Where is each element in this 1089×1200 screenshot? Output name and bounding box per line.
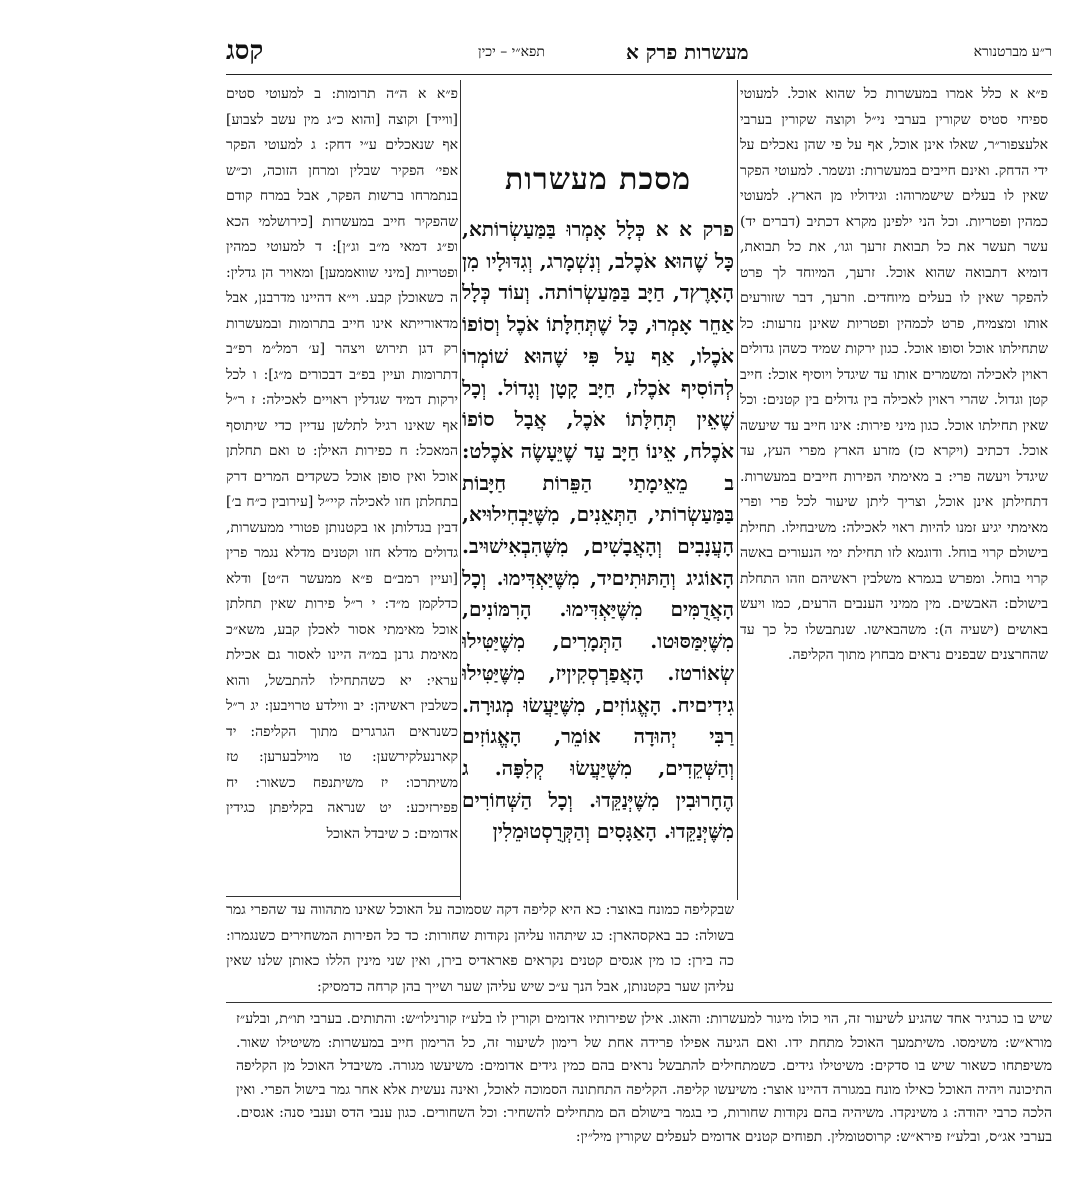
bartenura-commentary <box>740 82 1048 882</box>
mishnah-text: פרק א א כְּלָל אָמְרוּ בַּמַּעַשְׂרוֹתא, כָּל שֶׁהוּא אֹכֶלב, וְנִשְׁמָרג, וְגִדּוּלָיו מִן הָאָרֶץד, חַיָּב בַּמַּעַשְׂרוֹתה. וְעוֹד כְּלָל אַחֵר אָמְרוּ, כָּל שֶׁתְּחִלָּתוֹ אֹכֶל וְסוֹפוֹ אֹכֶלו, אַף עַל פִּי שֶׁהוּא שׁוֹמְרוֹ לְהוֹסִיף אֹכֶלז, חַיָּב קָטָן וְגָדוֹל. וְכָל שֶׁאֵין תְּחִלָּתוֹ אֹכֶל, אֲבָל סוֹפוֹ אֹכֶלח, אֵינוֹ חַיָּב עַד שֶׁיֵּעָשֶׂה אֹכֶלט: ב מֵאֵימָתַי הַפֵּרוֹת חַיָּבוֹת בַּמַּעַשְׂרוֹתי, הַתְּאֵנִים, מִשֶּׁיַּבְחִילוּיא, הָעֲנָבִים וְהָאֲבָשִׁים, מִשֶּׁהִבְאִישׁוּיב. הָאוֹגיג וְהַתּוּתִיםיד, מִשֶּׁיַּאְדִּימוּ. וְכָל הָאֲדֻמִּים מִשֶּׁיַּאְדִּימוּ. הָרִמּוֹנִים, מִשֶּׁיִּמַּסּוּטו. הַתְּמָרִים, מִשֶּׁיַּטִּילוּ שְׂאוֹרטז. הָאֲפַרְסְקִיןיז, מִשֶּׁיַּטִּילוּ גִידִיםיח. הָאֱגוֹזִים, מִשֶּׁיַּעֲשׂוּ מְגוּרָה. רַבִּי יְהוּדָה אוֹמֵר, הָאֱגוֹזִים וְהַשְּׁקֵדִים, מִשֶּׁיַּעֲשׂוּ קְלִפָּה. ג הֶחָרוּבִין מִשֶּׁיְּנַקֵּדוּ. וְכָל הַשְּׁחוֹרִים מִשֶּׁיְּנַקֵּדוּ. הָאַגָּסִים וְהַקְּרֻסְטוּמֵלִין <box>462 217 734 844</box>
header-rule <box>226 74 1052 75</box>
column-divider-left <box>460 80 461 900</box>
left-section-rule <box>226 896 460 897</box>
chapter-heading: מעשרות פרק א <box>626 40 749 64</box>
tractate-title: מסכת מעשרות <box>505 162 691 197</box>
left-commentary-name: תפא״י – יכין <box>478 44 545 60</box>
bottom-text: שיש בו כגרגיר אחד שהגיע לשיעור זה, הוי כולו מיגור למעשרות: והאוג. אילן שפירותיו אדומים וקורין לו בלע״ז קורנילו״ש: והתותים. בערבי תו״ת, ובלע״ז מורא״ש: משימסו. משיתמעך האוכל מתחת ידו. ואם הגיעה אפילו פרידה אחת של רימון לשיעור זה, כל הרימון חייב במעשרות: משיטילו שאור. משיפתחו כשאור שיש בו סדקים: משיטילו גידים. כשמתחילים להתבשל נראים בהם כמין גידים אדומים: משיעשו מגורה. משיבדל האוכל מן הקליפה התיכונה ויהיה האוכל כאילו מונח במגורה דהיינו אוצר: משיעשו קליפה. הקליפה התחתונה הסמוכה לאוכל, ואינה נעשית אלא אחר גמר בישול הפרי. ואין הלכה כרבי יהודה: ג משינקדו. משיהיה בהם נקודות שחורות, כי בגמר בישולם הם מתחילים להשחיר: וכל השחורים. כגון ענבי הדס וענבי סנה: אגסים. בערבי אג״ס, ובלע״ז פירא״ש: קרוסטומלין. תפוחים קטנים אדומים לעפלים שקורין מיל״ין: <box>236 1011 1052 1145</box>
bartenura-continuation <box>236 1008 1052 1148</box>
tiferet-continuation <box>226 898 734 998</box>
bottom-section-rule <box>226 1002 1052 1003</box>
mishnah-main-text <box>462 214 734 942</box>
tiferet-text: פ״א א ה״ה תרומות: ב למעוטי סטים [ווייד] וקוצה [והוא כ״ג מין עשב לצבוע] אף שנאכלים ע״י דחק: ג למעוטי הפקר אפי׳ הפקיר שבלין ומרחן הזוכה, וכ״ש בנתמרחו ברשות הפקר, אבל במרח קודם שהפקיר חייב במעשרות [כירושלמי הכא ופ״ג דמאי מ״ב וג״ן]: ד למעוטי כמהין ופטריות [מיני שוואממען] ומאויר הן גדלין: ה כשאוכלן קבע. וי״א דהיינו מדרבנן, אבל מדאורייתא אינו חייב בתרומות ובמעשרות רק דגן תירוש ויצהר [ע׳ רמל״מ רפ״ב דתרומות ועיין בפ״ב דבכורים מ״ג]: ו לכל ירקות דמיד שגדלין ראויים לאכילה: ז ר״ל אף שאינו רגיל לתלשן עדיין כדי שיתוסף המאכל: ח כפירות האילן: ט ואם תחלתן אוכל ואין סופן אוכל כשקדים המרים דרק בתחלתן חזו לאכילה קיי״ל [עירובין כ״ח ב׳] דבין בגדלותן או בקטנותן פטורי ממעשרות, גדולים מדלא חזו וקטנים מדלא נגמר פרין [ועיין רמב״ם פ״א ממעשר ה״ט] ודלא כדלקמן מ״ד: י ר״ל פירות שאין תחלתן אוכל מאימתי אסור לאכלן קבע, משא״כ מאימת גרנן במ״ה היינו לאסור גם אכילת עראי: יא כשהתחילו להתבשל, והוא כשלבין ראשיהן: יב ווילדע טרויבען: יג ר״ל כשנראים הגרגרים מתוך הקליפה: יד קארנעלקירשען: טו מוילבערען: טז משיתרכו: יז משיתנפח כשאור: יח פפירזיכע: יט שנראה בקליפתן כגידין אדומים: כ שיבדל האוכל <box>226 86 458 842</box>
folio-number: קסג <box>226 36 264 66</box>
bartenura-text: פ״א א כלל אמרו במעשרות כל שהוא אוכל. למעוטי ספיחי סטיס שקורין בערבי ני״ל וקוצה שקורין בערבי אלעצפור״ר, שאלו אינן אוכל, אף על פי שהן נאכלים על ידי הדחק. ואינם חייבים במעשרות: ונשמר. למעוטי הפקר שאין לו בעלים שישמרוהו: וגידוליו מן הארץ. למעוטי כמהין ופטריות. וכל הני ילפינן מקרא דכתיב (דברים יד) עשר תעשר את כל תבואת זרעך וגו׳, את כל תבואת, דומיא דתבואה שהוא אוכל. זרעך, המיוחד לך פרט להפקר שאין לו בעלים מיוחדים. וזרעך, דבר שזורעים אותו ומצמיח, פרט לכמהין ופטריות שאינן נזרעות: כל שתחילתו אוכל וסופו אוכל. כגון ירקות שמיד כשהן גדולים ראוין לאכילה ומשמרים אותו עד שיגדל ויוסיף אוכל: חייב קטן וגדול. שהרי ראוין לאכילה בין גדולים בין קטנים: וכל שאין תחילתו אוכל. כגון מיני פירות: אינו חייב עד שיעשה אוכל. דכתיב (ויקרא כז) מזרע הארץ מפרי העץ, עד שיגדל ויעשה פרי: ב מאימתי הפירות חייבים במעשרות. דתחילתן אינן אוכל, וצריך ליתן שיעור לכל פרי ופרי מאימתי יגיע זמנו להיות ראוי לאכילה: משיבחילו. תחילת בישולם קרוי בוחל. ודוגמא לזו תחילת ימי הנעורים באשה קרוי בוחל. ומפרש בגמרא משלבין ראשיהם וזהו התחלת בישולם: האבשים. מין ממיני הענבים הרעים, כמו ויעש באושים (ישעיה ה): משהבאישו. שנתבשלו כל כך עד שהחרצנים שבפנים נראים מבחוץ מתוך הקליפה. <box>740 86 1048 663</box>
column-divider-right <box>737 80 738 900</box>
lower-left-text: שבקליפה כמונח באוצר: כא היא קליפה דקה שסמוכה על האוכל שאינו מתהווה עד שהפרי גמר בשולה: כב באקסהארן: כג שיתהוו עליהן נקודות שחורות: כד כל הפירות המשחירים כשנגמרו: כה בירן: כו מין אגסים קטנים נקראים פאראדיס בירן, ואין שני מינין הללו כאותן שלנו שאין עליהן שער בקטנותן, אבל הנך ע״כ שיש עליהן שער ושייך בהן קרחה כדמסיק: <box>226 902 734 995</box>
page-header <box>226 28 1052 68</box>
tiferet-yisrael-commentary <box>226 82 458 914</box>
right-commentary-name: ר״ע מברטנורא <box>973 44 1052 60</box>
